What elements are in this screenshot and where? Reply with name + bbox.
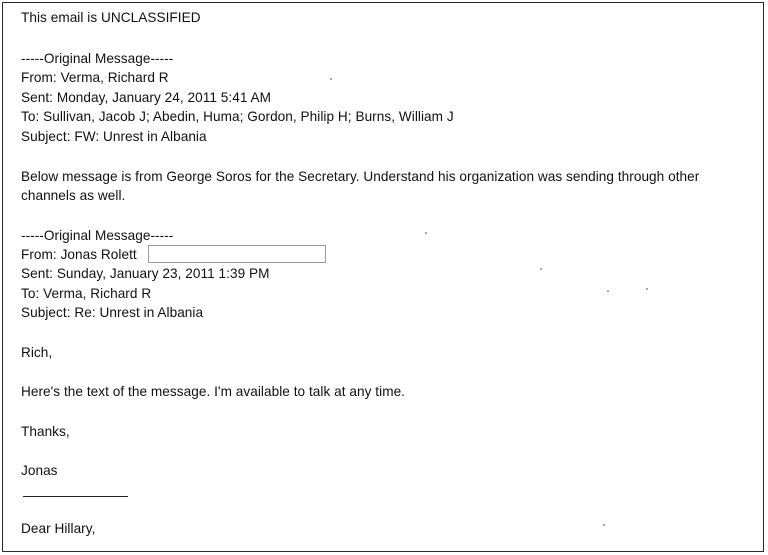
scan-speck [425,232,427,234]
scan-speck [330,78,332,80]
scan-speck [646,288,648,290]
scan-speck [607,290,609,292]
closing-line: Thanks, [21,424,70,439]
sent-line: Sent: Sunday, January 23, 2011 1:39 PM [21,266,270,281]
original-message-divider: -----Original Message----- [21,228,174,243]
body-paragraph-line-2: channels as well. [21,188,126,203]
signature-divider-rule [23,496,128,497]
scan-speck [540,268,542,270]
to-line: To: Verma, Richard R [21,286,152,301]
greeting-line: Rich, [21,345,53,360]
subject-line: Subject: FW: Unrest in Albania [21,129,207,144]
from-line: From: Jonas Rolett [21,247,137,262]
letter-salutation: Dear Hillary, [21,521,96,536]
from-line: From: Verma, Richard R [21,70,169,85]
body-paragraph-line-1: Below message is from George Soros for the Secretary. Understand his organization was sending through other [21,169,700,184]
scan-speck [603,524,605,526]
sent-line: Sent: Monday, January 24, 2011 5:41 AM [21,90,272,105]
classification-marking: This email is UNCLASSIFIED [21,10,201,25]
message-body-line: Here's the text of the message. I'm available to talk at any time. [21,384,406,399]
signature-name: Jonas [21,463,58,478]
redacted-email-address-box [148,245,326,263]
to-line: To: Sullivan, Jacob J; Abedin, Huma; Gordon, Philip H; Burns, William J [21,109,454,124]
subject-line: Subject: Re: Unrest in Albania [21,305,204,320]
original-message-divider: -----Original Message----- [21,51,174,66]
